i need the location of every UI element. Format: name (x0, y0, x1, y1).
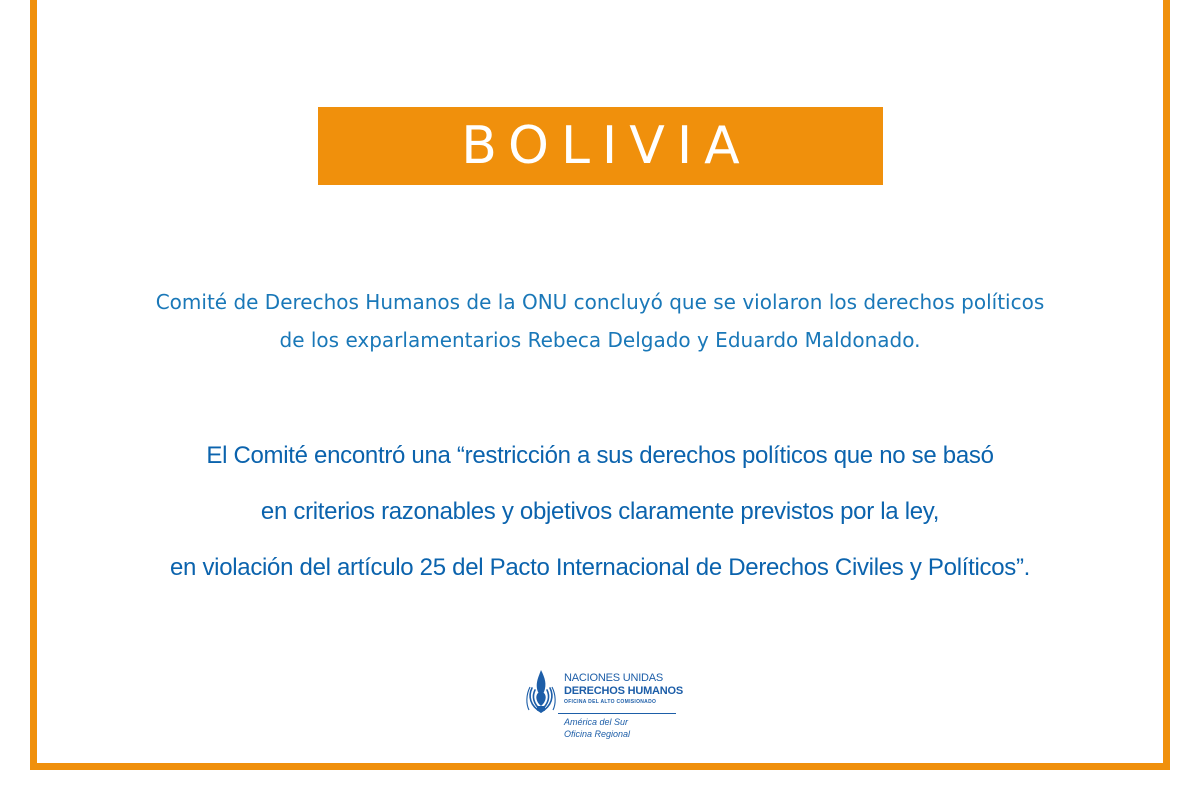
quote-paragraph (40, 428, 1160, 596)
logo-text-oficina: OFICINA DEL ALTO COMISIONADO (564, 699, 657, 705)
intro-line-1: Comité de Derechos Humanos de la ONU concluyó que se violaron los derechos políticos (155, 290, 1045, 314)
intro-paragraph (40, 283, 1160, 359)
logo-text-office: Oficina Regional (564, 729, 631, 739)
title-banner (318, 107, 883, 185)
un-human-rights-logo (522, 660, 682, 742)
title-text: BOLIVIA (461, 116, 752, 176)
logo-divider (558, 713, 676, 714)
logo-text-naciones-unidas: NACIONES UNIDAS (564, 672, 664, 684)
logo-text-derechos-humanos: DERECHOS HUMANOS (564, 685, 684, 697)
intro-line-2: de los exparlamentarios Rebeca Delgado y Eduardo Maldonado. (279, 328, 921, 352)
quote-line-2: en criterios razonables y objetivos claramente previstos por la ley, (260, 498, 940, 525)
quote-line-1: El Comité encontró una “restricción a sus derechos políticos que no se basó (206, 442, 994, 469)
logo-text-region: América del Sur (564, 717, 629, 727)
quote-line-3: en violación del artículo 25 del Pacto Internacional de Derechos Civiles y Políticos”. (170, 554, 1030, 581)
un-flame-emblem-icon (522, 662, 560, 718)
